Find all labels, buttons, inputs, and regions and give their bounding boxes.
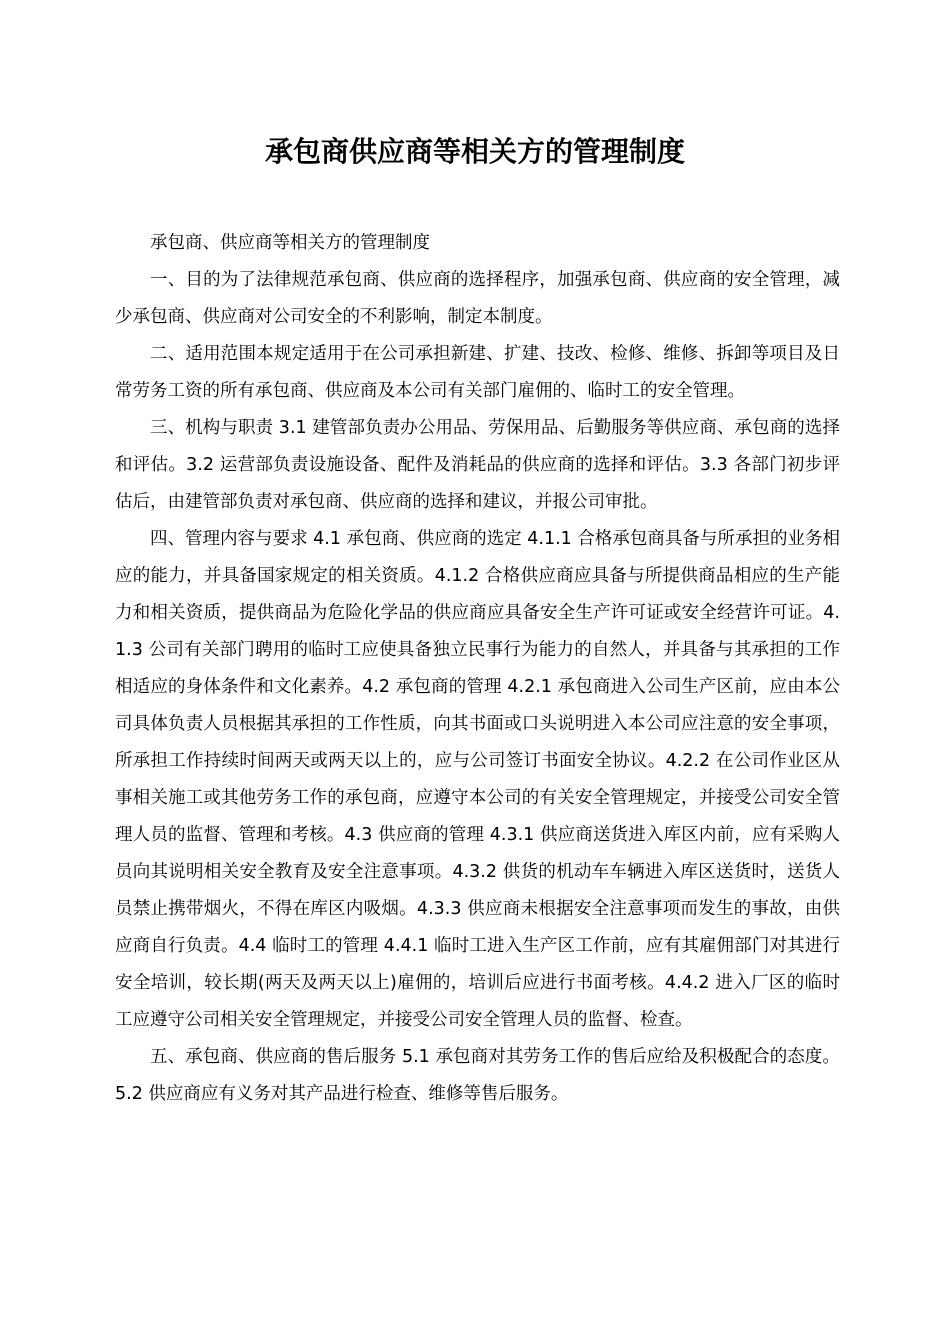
paragraph-heading: 承包商、供应商等相关方的管理制度 (150, 233, 430, 253)
document-title: 承包商供应商等相关方的管理制度 (264, 135, 685, 168)
paragraph-scope: 二、适用范围本规定适用于在公司承担新建、扩建、技改、检修、维修、拆卸等项目及日常劳务工资的所有承包商、供应商及本公司有关部门雇佣的、临时工的安全管理。 (115, 344, 840, 401)
document-body (115, 225, 840, 1113)
paragraph-requirements: 四、管理内容与要求 4.1 承包商、供应商的选定 4.1.1 合格承包商具备与所承担的业务相应的能力，并具备国家规定的相关资质。4.1.2 合格供应商应具备与所提供商品相应的生产能力和相关资质，提供商品为危险化学品的供应商应具备安全生产许可证或安全经营许可证。4.1.3 公司有关部门聘用的临时工应使具备独立民事行为能力的自然人，并具备与其承担的工作相适应的身体条件和文化素养。4.2 承包商的管理 4.2.1 承包商进入公司生产区前，应由本公司具体负责人员根据其承担的工作性质，向其书面或口头说明进入本公司应注意的安全事项，所承担工作持续时间两天或两天以上的，应与公司签订书面安全协议。4.2.2 在公司作业区从事相关施工或其他劳务工作的承包商，应遵守本公司的有关安全管理规定，并接受公司安全管理人员的监督、管理和考核。4.3 供应商的管理 4.3.1 供应商送货进入库区内前，应有采购人员向其说明相关安全教育及安全注意事项。4.3.2 供货的机动车车辆进入库区送货时，送货人员禁止携带烟火，不得在库区内吸烟。4.3.3 供应商未根据安全注意事项而发生的事故，由供应商自行负责。4.4 临时工的管理 4.4.1 临时工进入生产区工作前，应有其雇佣部门对其进行安全培训，较长期(两天及两天以上)雇佣的，培训后应进行书面考核。4.4.2 进入厂区的临时工应遵守公司相关安全管理规定，并接受公司安全管理人员的监督、检查。 (115, 529, 840, 1030)
paragraph-after-sales: 五、承包商、供应商的售后服务 5.1 承包商对其劳务工作的售后应给及积极配合的态度。5.2 供应商应有义务对其产品进行检查、维修等售后服务。 (115, 1047, 840, 1104)
paragraph-purpose: 一、目的为了法律规范承包商、供应商的选择程序，加强承包商、供应商的安全管理，减少承包商、供应商对公司安全的不利影响，制定本制度。 (115, 270, 840, 327)
paragraph-responsibilities: 三、机构与职责 3.1 建管部负责办公用品、劳保用品、后勤服务等供应商、承包商的选择和评估。3.2 运营部负责设施设备、配件及消耗品的供应商的选择和评估。3.3 各部门初步评估后，由建管部负责对承包商、供应商的选择和建议，并报公司审批。 (115, 418, 840, 512)
